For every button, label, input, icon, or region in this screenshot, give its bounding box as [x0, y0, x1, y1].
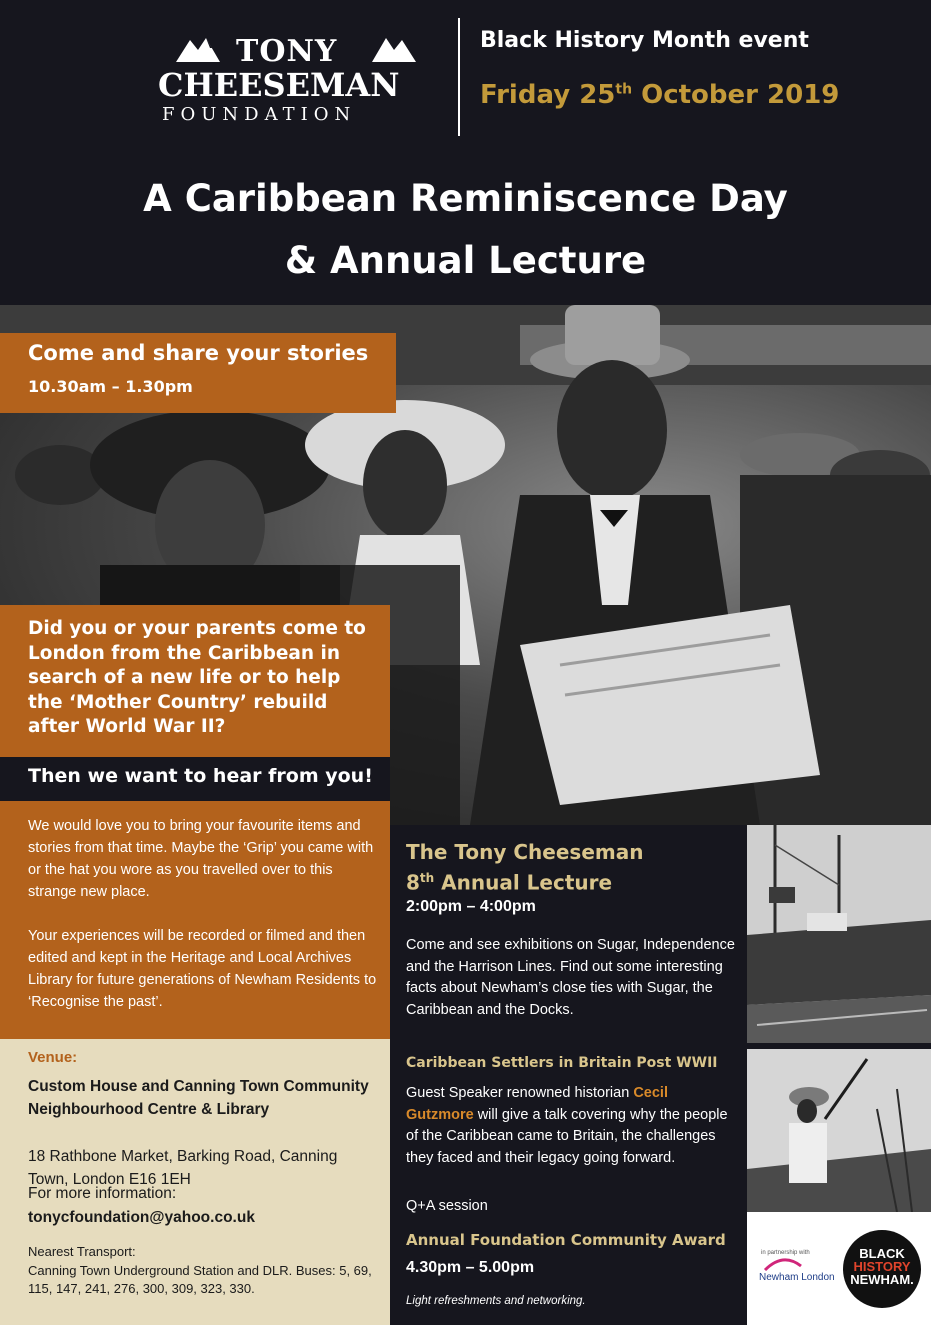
bhn-line-3: NEWHAM. [850, 1272, 914, 1287]
lecture-time: 2:00pm – 4:00pm [406, 898, 536, 915]
event-date [480, 80, 839, 110]
transport-label: Nearest Transport: [28, 1244, 136, 1259]
qa-session: Q+A session [406, 1198, 488, 1214]
story-box [0, 801, 390, 1039]
bhn-logo-text [849, 1247, 915, 1286]
sugarcane-photo [747, 1049, 931, 1212]
event-date-suffix: th [615, 81, 633, 98]
foundation-logo [158, 34, 420, 124]
award-heading: Annual Foundation Community Award [406, 1231, 726, 1249]
question-text: Did you or your parents come to London from the Caribbean in search of a new life or to help the ‘Mother Country’ rebuild after World War II? [28, 618, 366, 737]
hear-from-you-text: Then we want to hear from you! [28, 765, 373, 787]
venue-address: 18 Rathbone Market, Barking Road, Canning Town, London E16 1EH [28, 1148, 338, 1188]
page-title [0, 168, 931, 292]
lecture-title-line-1: The Tony Cheeseman [406, 840, 644, 864]
share-time: 10.30am – 1.30pm [28, 377, 193, 396]
newham-logo-icon [763, 1256, 803, 1272]
speaker-paragraph [406, 1083, 736, 1169]
ship-photo [747, 825, 931, 1043]
lecture-number-suffix: th [419, 871, 435, 885]
partnership-text: in partnership with [761, 1250, 810, 1256]
lecture-title [406, 839, 643, 896]
mountain-left-icon [176, 36, 234, 62]
bhn-line-2: HISTORY [853, 1259, 911, 1274]
logo-line-tony: TONY [236, 34, 338, 69]
event-date-day: Friday 25 [480, 80, 616, 110]
settlers-heading: Caribbean Settlers in Britain Post WWII [406, 1055, 718, 1071]
title-line-1: A Caribbean Reminiscence Day [143, 177, 788, 220]
story-paragraph-2: Your experiences will be recorded or filmed and then edited and kept in the Heritage and Local Archives Library for future generations of Newham Residents to ‘Recognise the past’. [28, 928, 377, 1010]
speaker-intro: Guest Speaker renowned historian [406, 1085, 634, 1101]
lecture-title-line-2 [406, 865, 643, 896]
lecture-description: Come and see exhibitions on Sugar, Independence and the Harrison Lines. Find out some interesting facts about Newham’s close ties with Sugar, the Caribbean and the Docks. [406, 937, 735, 1018]
speaker-name: Cecil Gutzmore [406, 1085, 668, 1123]
story-paragraph-1: We would love you to bring your favourite items and stories from that time. Maybe the ‘Grip’ you came with or the hat you wore as you travelled over to this strange new place. [28, 818, 374, 900]
title-line-2: & Annual Lecture [284, 239, 647, 282]
question-box [0, 605, 390, 757]
venue-name: Custom House and Canning Town Community Neighbourhood Centre & Library [28, 1078, 369, 1118]
ship-illustration [747, 825, 931, 1043]
mountain-right-icon [358, 36, 416, 62]
award-time: 4.30pm – 5.00pm [406, 1259, 535, 1276]
venue-box [0, 1039, 390, 1325]
bhn-line-1: BLACK [859, 1246, 905, 1261]
sugarcane-illustration [747, 1049, 931, 1212]
info-label: For more information: [28, 1185, 177, 1202]
header-divider [458, 18, 460, 136]
venue-label: Venue: [28, 1049, 78, 1066]
lecture-title-rest: Annual Lecture [434, 870, 613, 895]
event-label: Black History Month event [480, 28, 809, 53]
logo-line-foundation: FOUNDATION [162, 104, 357, 125]
speaker-rest: will give a talk covering why the people of the Caribbean came to Britain, the challenges they faced and their legacy going forward. [406, 1106, 728, 1166]
newham-london-logo: Newham London [759, 1272, 835, 1283]
transport-text: Canning Town Underground Station and DLR. Buses: 5, 69, 115, 147, 241, 276, 300, 309, 323, 330. [28, 1263, 372, 1296]
refreshments-note: Light refreshments and networking. [406, 1295, 586, 1307]
share-stories-box [0, 333, 396, 413]
event-date-rest: October 2019 [632, 80, 840, 110]
black-history-newham-logo [843, 1230, 921, 1308]
lecture-column [390, 825, 747, 1325]
header [0, 0, 931, 305]
logo-line-cheeseman: CHEESEMAN [158, 66, 400, 104]
share-title: Come and share your stories [28, 341, 369, 365]
lecture-number: 8 [406, 870, 420, 895]
contact-email-link[interactable]: tonycfoundation@yahoo.co.uk [28, 1209, 255, 1226]
partner-logos [747, 1212, 931, 1325]
hear-from-you-banner [0, 757, 390, 801]
